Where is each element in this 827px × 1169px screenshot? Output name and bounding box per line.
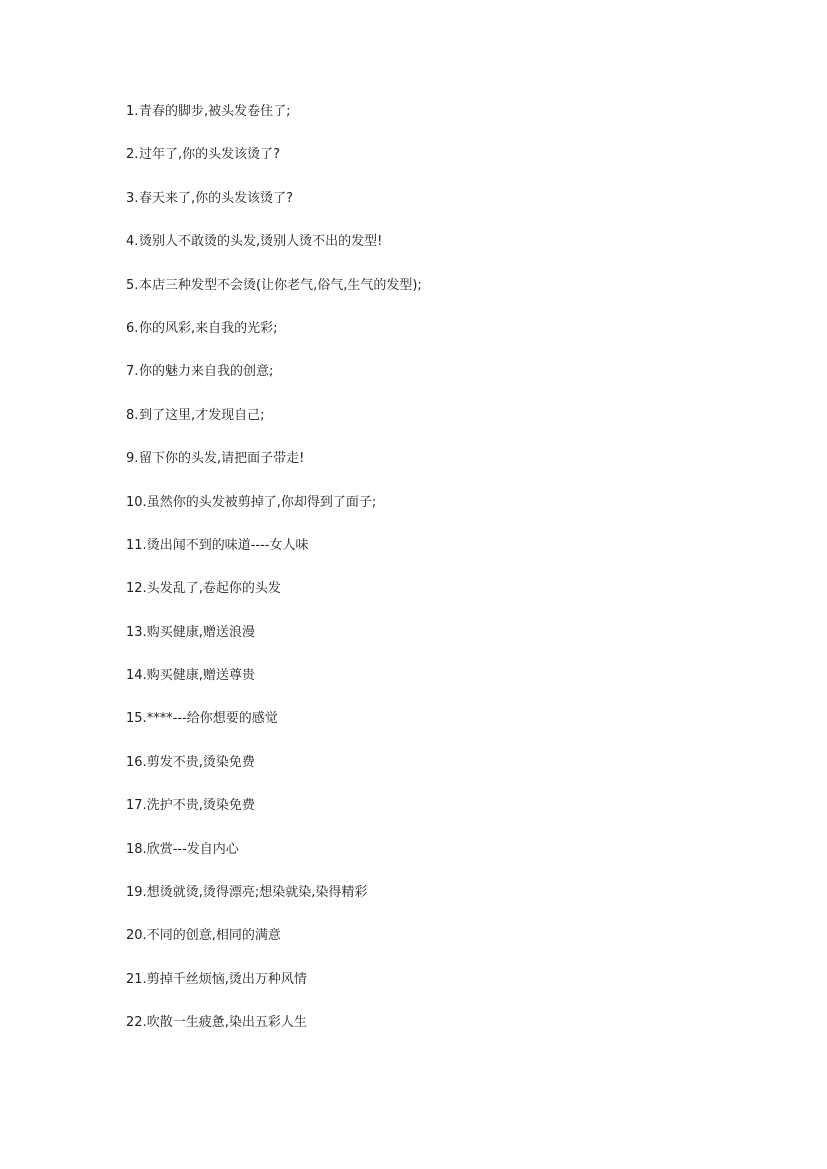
item-number: 12. (126, 581, 147, 597)
item-text: 想烫就烫,烫得漂亮;想染就染,染得精彩 (146, 885, 368, 901)
list-item (126, 882, 422, 925)
item-number: 3. (126, 190, 139, 206)
item-text: 到了这里,才发现自己; (139, 407, 265, 423)
list-item (126, 1012, 422, 1055)
item-text: 欣赏---发自内心 (146, 841, 239, 857)
item-text: 留下你的头发,请把面子带走! (139, 451, 305, 467)
list-item (126, 275, 422, 318)
item-text: 过年了,你的头发该烫了? (139, 147, 281, 163)
list-item (126, 925, 422, 968)
list-item (126, 839, 422, 882)
item-text: 吹散一生疲惫,染出五彩人生 (146, 1015, 307, 1031)
item-number: 6. (126, 320, 139, 336)
list-item (126, 405, 422, 448)
item-text: 剪掉千丝烦恼,烫出万种风情 (146, 971, 307, 987)
item-number: 2. (126, 147, 139, 163)
item-text: 购买健康,赠送尊贵 (146, 668, 255, 684)
list-item (126, 492, 422, 535)
list-item (126, 361, 422, 404)
item-number: 17. (126, 798, 147, 814)
item-text: 购买健康,赠送浪漫 (146, 624, 255, 640)
item-number: 7. (126, 364, 139, 380)
item-text: 你的魅力来自我的创意; (139, 364, 274, 380)
item-text: 洗护不贵,烫染免费 (146, 798, 255, 814)
list-item (126, 318, 422, 361)
list-item (126, 144, 422, 187)
item-text: 本店三种发型不会烫(让你老气,俗气,生气的发型); (139, 277, 422, 293)
list-item (126, 535, 422, 578)
item-number: 19. (126, 885, 147, 901)
item-number: 20. (126, 928, 147, 944)
item-text: 春天来了,你的头发该烫了? (139, 190, 294, 206)
list-item (126, 665, 422, 708)
slogan-list (126, 101, 422, 1056)
list-item (126, 188, 422, 231)
item-text: 剪发不贵,烫染免费 (146, 754, 255, 770)
item-number: 15. (126, 711, 147, 727)
item-text: 不同的创意,相同的满意 (146, 928, 281, 944)
list-item (126, 795, 422, 838)
list-item (126, 448, 422, 491)
item-number: 18. (126, 841, 147, 857)
item-number: 11. (126, 537, 147, 553)
item-text: 烫别人不敢烫的头发,烫别人烫不出的发型! (139, 234, 383, 250)
item-number: 22. (126, 1015, 147, 1031)
item-text: ****---给你想要的感觉 (146, 711, 278, 727)
item-number: 16. (126, 754, 147, 770)
list-item (126, 969, 422, 1012)
list-item (126, 101, 422, 144)
item-number: 1. (126, 104, 139, 119)
item-number: 13. (126, 624, 147, 640)
item-number: 21. (126, 971, 147, 987)
item-text: 头发乱了,卷起你的头发 (146, 581, 281, 597)
list-item (126, 578, 422, 621)
item-text: 烫出闻不到的味道----女人味 (146, 537, 309, 553)
item-number: 4. (126, 234, 139, 250)
item-text: 虽然你的头发被剪掉了,你却得到了面子; (146, 494, 377, 510)
list-item (126, 752, 422, 795)
item-number: 8. (126, 407, 139, 423)
item-number: 9. (126, 451, 139, 467)
item-number: 5. (126, 277, 139, 293)
item-number: 14. (126, 668, 147, 684)
item-text: 你的风彩,来自我的光彩; (139, 320, 278, 336)
item-number: 10. (126, 494, 147, 510)
list-item (126, 708, 422, 751)
list-item (126, 231, 422, 274)
list-item (126, 622, 422, 665)
item-text: 青春的脚步,被头发卷住了; (139, 104, 291, 119)
